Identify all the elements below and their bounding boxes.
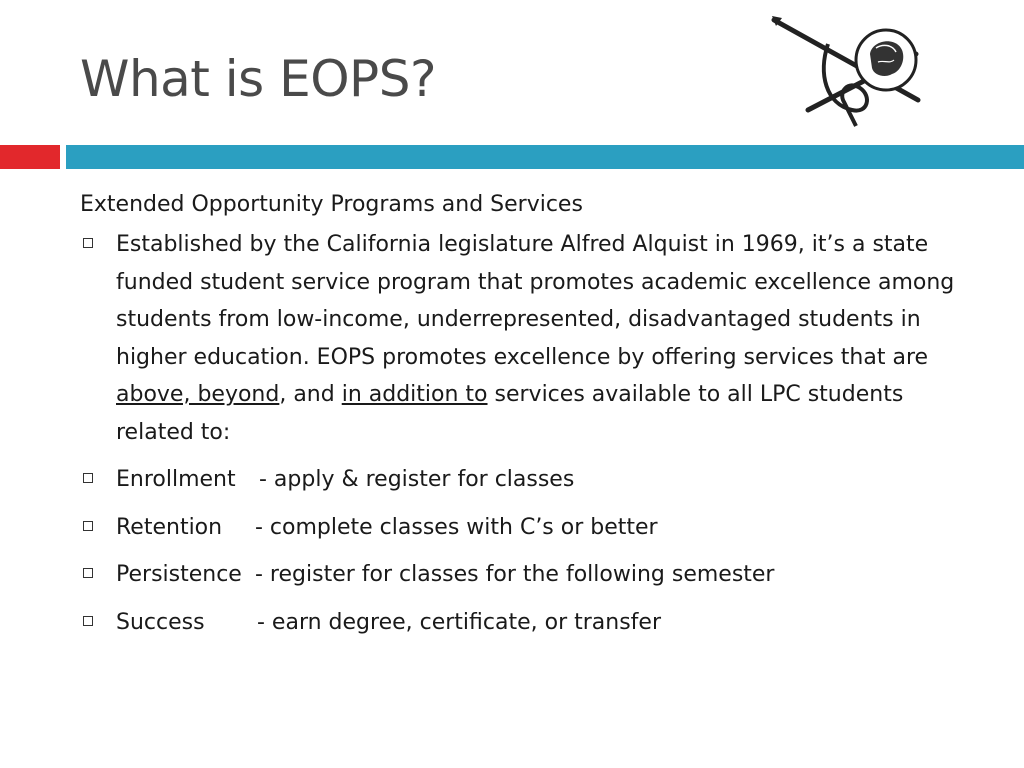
item-desc: - complete classes with C’s or better	[255, 514, 658, 540]
bullet-box-icon	[83, 473, 93, 483]
bullet-box-icon	[83, 521, 93, 531]
list-item	[80, 604, 980, 642]
subtitle: Extended Opportunity Programs and Services	[80, 192, 583, 217]
item-term: Enrollment	[116, 467, 236, 492]
accent-bar-teal	[66, 145, 1024, 169]
intro-text-middle: , and	[279, 382, 342, 407]
underline-above-beyond: above, beyond	[116, 382, 280, 407]
intro-text-before: Established by the California legislature Alfred Alquist in 1969, it’s a state funded student service program that promotes academic excellence among students from low-income, underrepresented, disadvantaged students in higher education. EOPS promotes excellence by offering services that are	[116, 232, 955, 370]
item-term: Retention	[116, 514, 223, 540]
list-item	[80, 226, 980, 451]
bullet-list	[80, 226, 980, 641]
slide-body	[80, 188, 980, 651]
item-desc: - apply & register for classes	[259, 467, 575, 492]
bullet-box-icon	[83, 616, 93, 626]
eops-nail-logo-icon	[768, 14, 928, 130]
bullet-box-icon	[83, 238, 93, 248]
underline-in-addition-to: in addition to	[341, 382, 488, 407]
item-desc: - earn degree, certificate, or transfer	[257, 609, 662, 635]
list-item	[80, 461, 980, 499]
bullet-box-icon	[83, 568, 93, 578]
intro-text-after: services available to all LPC students related to:	[116, 382, 904, 445]
accent-bar-red	[0, 145, 60, 169]
list-item	[80, 509, 980, 547]
list-item	[80, 556, 980, 594]
item-desc: - register for classes for the following semester	[255, 562, 775, 587]
item-term: Success	[116, 609, 205, 635]
item-term: Persistence	[116, 562, 242, 587]
slide-title: What is EOPS?	[80, 50, 436, 108]
